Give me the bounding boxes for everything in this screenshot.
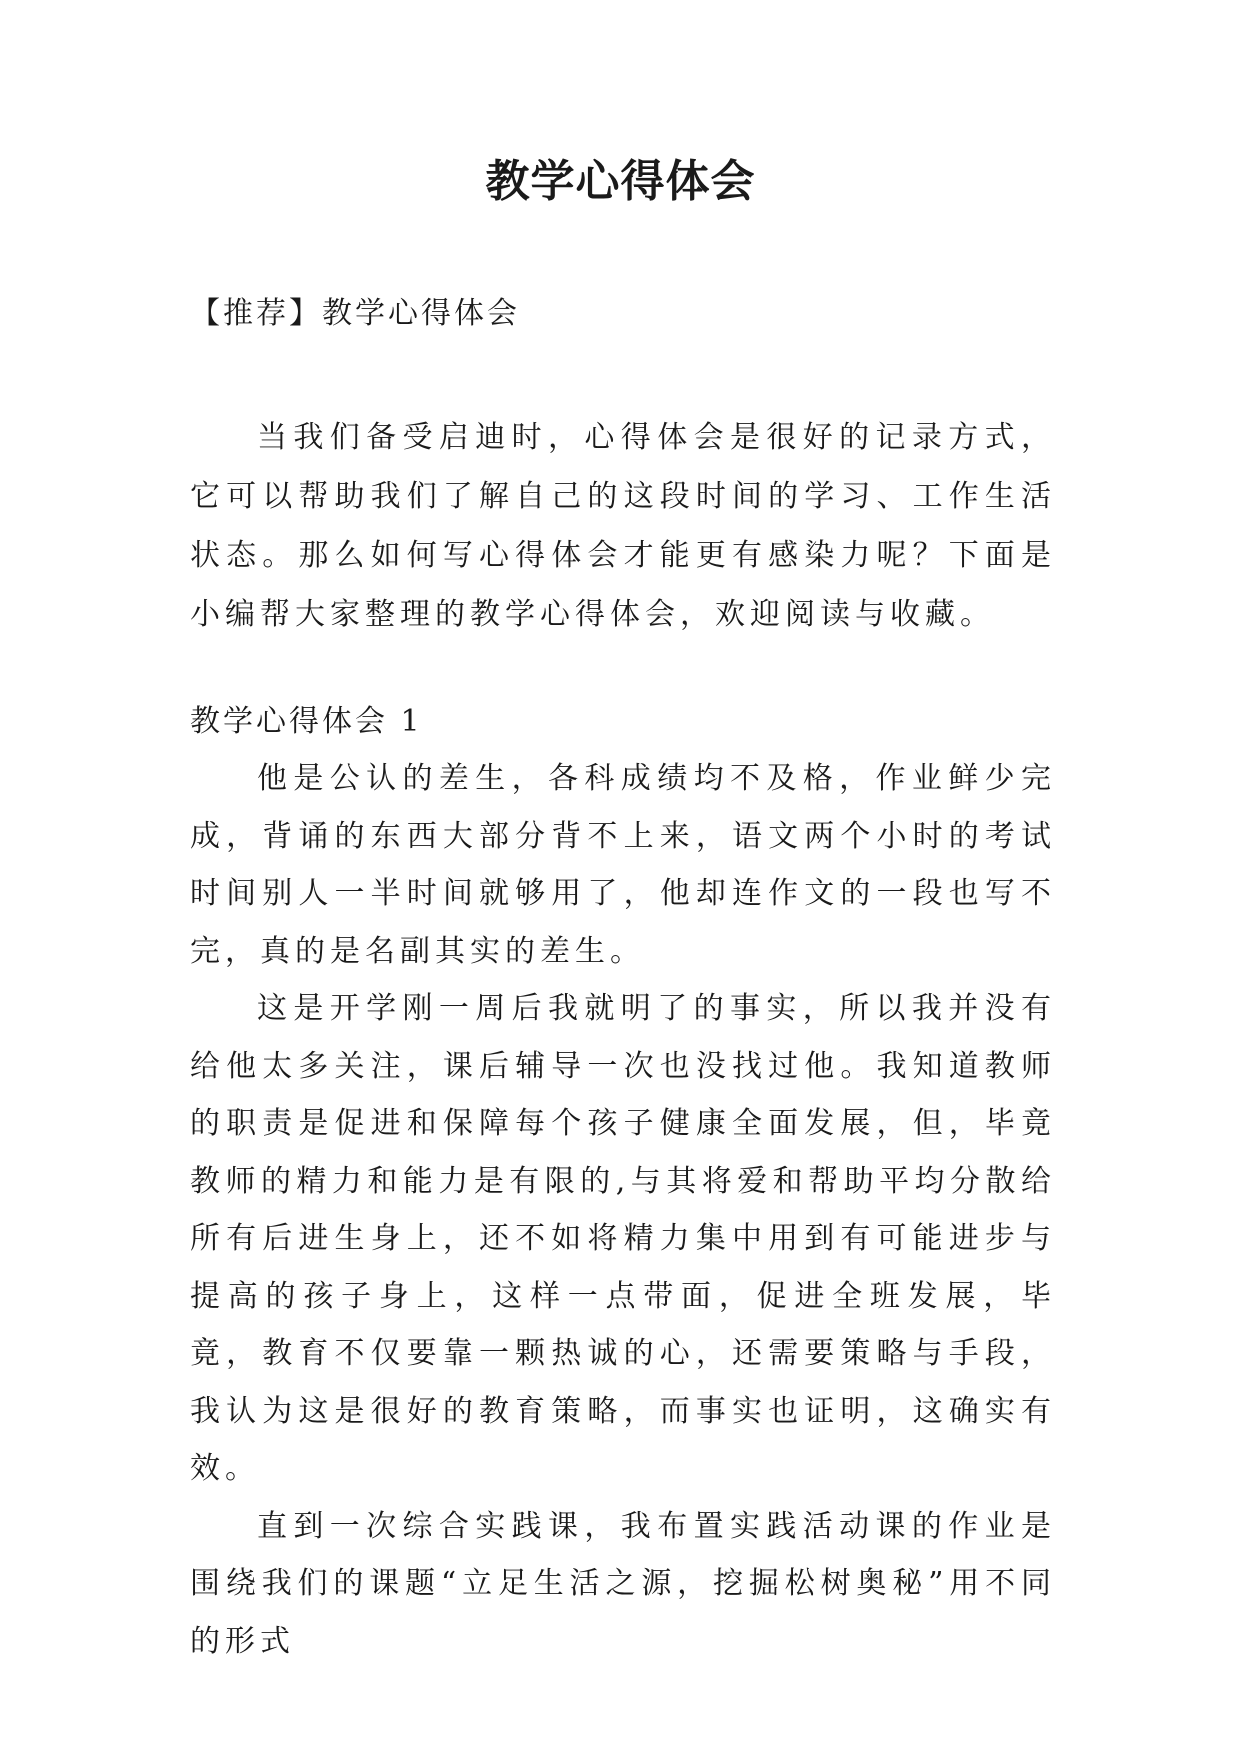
body-paragraph: 这是开学刚一周后我就明了的事实，所以我并没有给他太多关注，课后辅导一次也没找过他。我知道教师的职责是促进和保障每个孩子健康全面发展，但，毕竟教师的精力和能力是有限的,与其将爱和帮助平均分散给所有后进生身上，还不如将精力集中用到有可能进步与提高的孩子身上，这样一点带面，促进全班发展，毕竟，教育不仅要靠一颗热诚的心，还需要策略与手段，我认为这是很好的教育策略，而事实也证明，这确实有效。 (190, 991, 1056, 1486)
section-heading: 教学心得体会 1 (190, 704, 423, 739)
section-body (190, 750, 1056, 1670)
body-paragraph: 直到一次综合实践课，我布置实践活动课的作业是围绕我们的课题“立足生活之源，挖掘松树奥秘”用不同的形式 (190, 1508, 1056, 1659)
body-paragraph: 他是公认的差生，各科成绩均不及格，作业鲜少完成，背诵的东西大部分背不上来，语文两个小时的考试时间别人一半时间就够用了，他却连作文的一段也写不完，真的是名副其实的差生。 (190, 761, 1056, 969)
document-title: 教学心得体会 (485, 156, 756, 207)
document-subtitle: 【推荐】教学心得体会 (190, 296, 520, 331)
intro-paragraph: 当我们备受启迪时，心得体会是很好的记录方式，它可以帮助我们了解自己的这段时间的学习、工作生活状态。那么如何写心得体会才能更有感染力呢？下面是小编帮大家整理的教学心得体会，欢迎阅读与收藏。 (190, 420, 1056, 632)
